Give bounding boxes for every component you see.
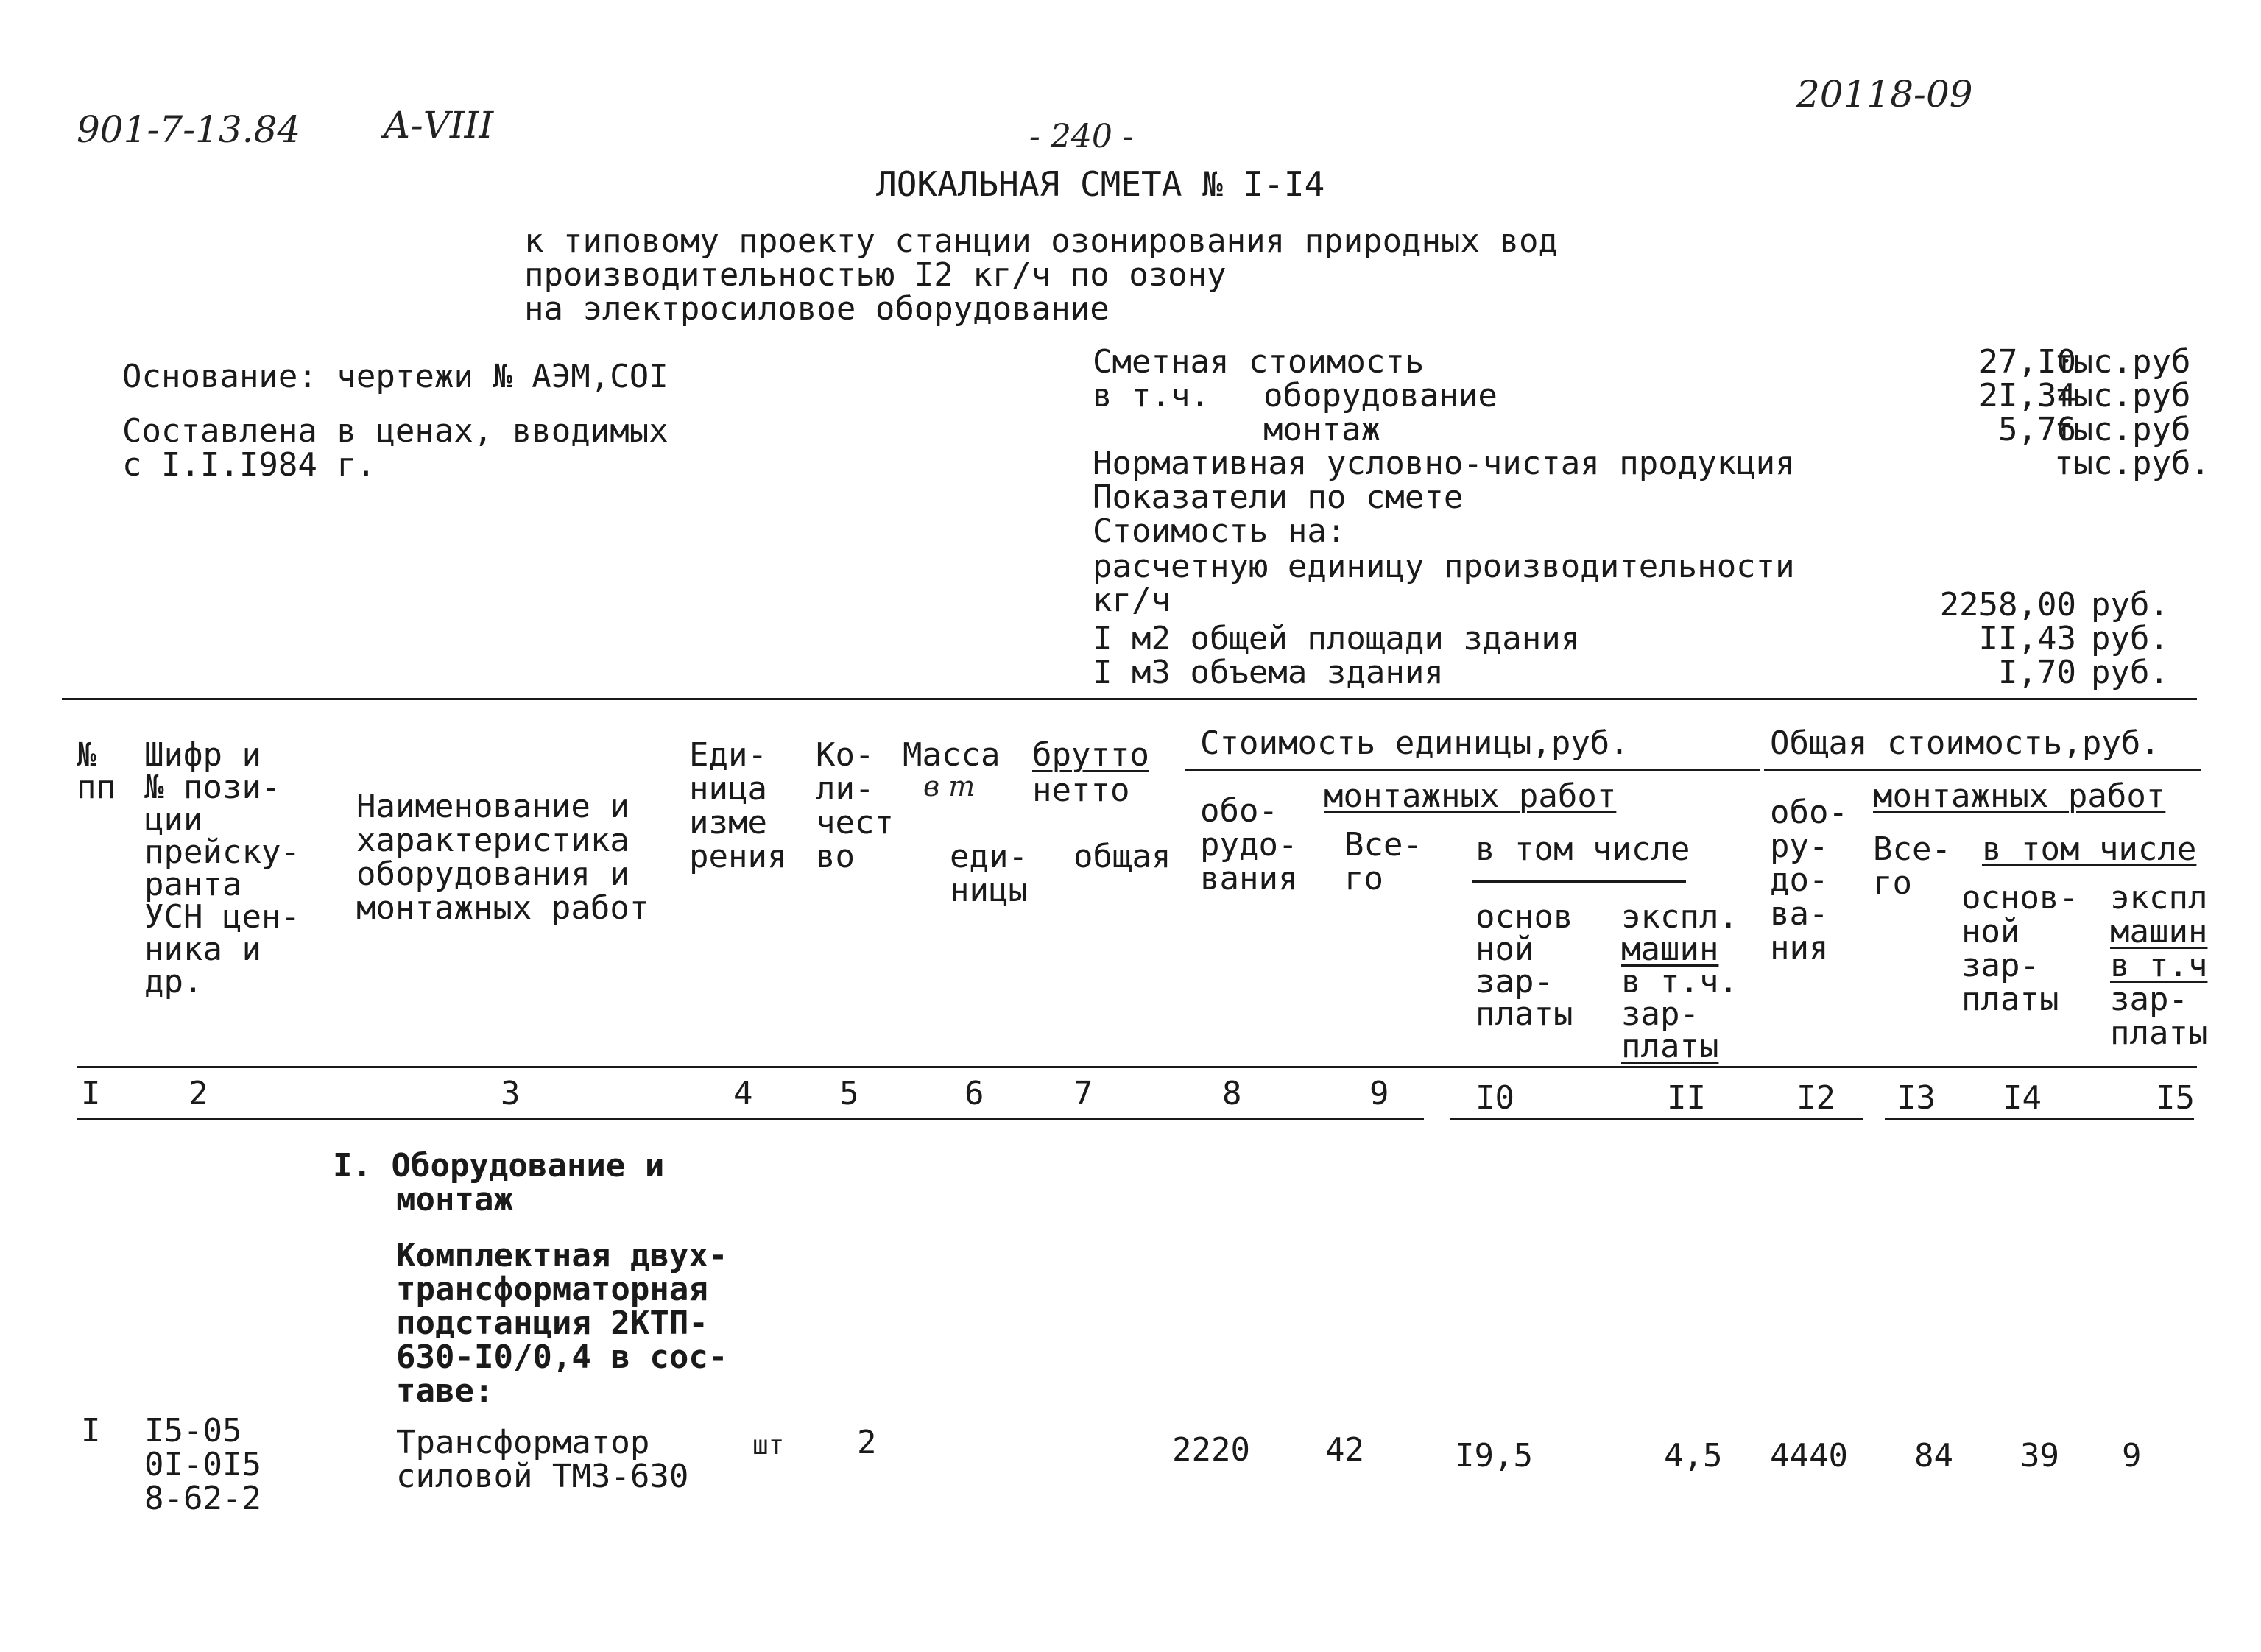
- basis-date: с I.I.I984 г.: [122, 446, 376, 484]
- basis-prices: Составлена в ценах, вводимых: [122, 412, 669, 450]
- col-num-8: 8: [1222, 1075, 1242, 1112]
- hdr-incl-unit: в том числе: [1475, 830, 1690, 868]
- hdr-equip-2: рудо-: [1200, 826, 1298, 864]
- hdr-qty-2: ли-: [816, 770, 875, 808]
- row-name-2: силовой ТМЗ-630: [396, 1458, 689, 1495]
- hdr-code-7: ника и: [144, 931, 261, 968]
- col-num-11: II: [1667, 1079, 1706, 1117]
- page-number: - 240 -: [1029, 118, 1134, 155]
- row-code-3: 8-62-2: [144, 1480, 261, 1517]
- hdr-wage-total-1: основ-: [1961, 879, 2078, 917]
- hdr-total-equip-3: до-: [1770, 861, 1829, 899]
- hdr-total-equip-1: обо-: [1770, 794, 1848, 831]
- col-num-14: I4: [2003, 1079, 2042, 1117]
- per-unit-value: 2258,00: [1939, 586, 2076, 624]
- document-code: 901-7-13.84: [77, 108, 301, 151]
- col-num-9: 9: [1369, 1075, 1389, 1112]
- group-line-4: 630-I0/0,4 в сос-: [396, 1338, 728, 1376]
- hdr-code-1: Шифр и: [144, 736, 261, 774]
- hdr-qty-3: чест: [816, 804, 894, 841]
- col-num-15: I5: [2156, 1079, 2195, 1117]
- subtitle-line-3: на электросиловое оборудование: [524, 290, 1110, 328]
- colnum-rule-a: [77, 1118, 1424, 1120]
- header-bottom-rule: [77, 1066, 2197, 1068]
- hdr-unit-1: Еди-: [689, 736, 767, 774]
- subtitle-line-1: к типовому проекту станции озонирования природных вод: [524, 222, 1558, 260]
- hdr-mach-total-2: машин: [2110, 913, 2208, 950]
- per-unit-sub: кг/ч: [1093, 582, 1171, 619]
- hdr-incl-total: в том числе: [1982, 830, 2197, 868]
- row-unit-equip: 2220: [1172, 1431, 1250, 1469]
- unit-cost-rule: [1185, 769, 1760, 771]
- hdr-mach-unit-5: платы: [1621, 1028, 1719, 1065]
- equipment-unit: тыс.руб: [2054, 377, 2191, 414]
- including-label: в т.ч.: [1093, 377, 1210, 414]
- hdr-netto: нетто: [1032, 772, 1130, 809]
- row-unit-wage: I9,5: [1455, 1437, 1533, 1475]
- hdr-mass-total: общая: [1073, 838, 1171, 875]
- hdr-name-2: характеристика: [356, 822, 629, 859]
- per-unit-rub: руб.: [2091, 586, 2169, 624]
- hdr-brutto: брутто: [1032, 736, 1149, 774]
- indicators-label: Показатели по смете: [1093, 479, 1464, 516]
- hdr-code-4: прейску-: [144, 833, 300, 871]
- subtitle-line-2: производительностью I2 кг/ч по озону: [524, 256, 1227, 294]
- table-top-rule: [62, 698, 2197, 700]
- hdr-mach-total-1: экспл: [2110, 879, 2208, 917]
- hdr-num-2: пп: [77, 769, 116, 806]
- row-unit: шт: [752, 1430, 785, 1461]
- colnum-rule-b: [1450, 1118, 1863, 1120]
- hdr-wage-total-4: платы: [1961, 981, 2059, 1018]
- colnum-rule-c: [1885, 1118, 2194, 1120]
- group-line-5: таве:: [396, 1372, 494, 1410]
- hdr-unit-cost-group: Стоимость единицы,руб.: [1200, 724, 1629, 762]
- document-title: ЛОКАЛЬНАЯ СМЕТА № I-I4: [876, 164, 1325, 204]
- col-num-1: I: [81, 1075, 101, 1112]
- hdr-total-equip-2: ру-: [1770, 827, 1829, 865]
- col-num-13: I3: [1897, 1079, 1936, 1117]
- total-cost-rule: [1764, 769, 2201, 771]
- col-num-5: 5: [839, 1075, 859, 1112]
- hdr-mach-unit-4: зар-: [1621, 995, 1699, 1033]
- hdr-total-unit-1: Все-: [1344, 826, 1422, 864]
- incl-unit-rule: [1472, 880, 1686, 883]
- per-m3-rub: руб.: [2091, 654, 2169, 691]
- hdr-name-4: монтажных работ: [356, 889, 649, 927]
- hdr-code-6: УСН цен-: [144, 898, 300, 936]
- inventory-number: 20118-09: [1796, 73, 1973, 116]
- col-num-10: I0: [1475, 1079, 1514, 1117]
- col-num-12: I2: [1796, 1079, 1835, 1117]
- hdr-num-1: №: [77, 736, 96, 774]
- per-m3-value: I,70: [1998, 654, 2076, 691]
- hdr-qty-4: во: [816, 838, 855, 875]
- hdr-install-works-unit: монтажных работ: [1324, 777, 1617, 815]
- install-label: монтаж: [1263, 411, 1380, 448]
- hdr-code-2: № пози-: [144, 769, 281, 806]
- hdr-mach-total-5: платы: [2110, 1014, 2208, 1052]
- hdr-wage-total-3: зар-: [1961, 947, 2039, 984]
- install-unit: тыс.руб: [2054, 411, 2191, 448]
- hdr-total-equip-4: ва-: [1770, 895, 1829, 933]
- hdr-wage-unit-1: основ: [1475, 898, 1573, 936]
- row-code-2: 0I-0I5: [144, 1446, 261, 1483]
- row-qty: 2: [857, 1424, 877, 1461]
- hdr-total-equip-5: ния: [1770, 929, 1829, 967]
- group-line-1: Комплектная двух-: [396, 1237, 728, 1274]
- row-unit-mach: 4,5: [1664, 1437, 1723, 1475]
- row-num: I: [81, 1412, 101, 1450]
- album-mark: А-VIII: [383, 104, 494, 147]
- hdr-equip-3: вания: [1200, 860, 1298, 897]
- hdr-total-all-2: го: [1873, 864, 1912, 902]
- col-num-6: 6: [964, 1075, 984, 1112]
- hdr-unit-3: изме: [689, 804, 767, 841]
- group-line-3: подстанция 2КТП-: [396, 1305, 708, 1342]
- hdr-mach-unit-3: в т.ч.: [1621, 963, 1738, 1000]
- estimate-value: 27,I0: [1978, 343, 2076, 381]
- col-num-4: 4: [733, 1075, 753, 1112]
- hdr-wage-unit-3: зар-: [1475, 963, 1553, 1000]
- normative-unit: тыс.руб.: [2054, 445, 2210, 482]
- hdr-total-cost-group: Общая стоимость,руб.: [1770, 724, 2160, 762]
- basis-drawings: Основание: чертежи № АЭМ,СОI: [122, 358, 669, 395]
- section-title-1: I. Оборудование и: [333, 1147, 665, 1185]
- hdr-mach-unit-2: машин: [1621, 931, 1719, 968]
- hdr-install-works-total: монтажных работ: [1873, 777, 2166, 815]
- hdr-code-3: ции: [144, 801, 203, 839]
- hdr-mass-unit-2: ницы: [950, 872, 1028, 909]
- hdr-mass-unit-1: еди-: [950, 838, 1028, 875]
- row-unit-total: 42: [1325, 1431, 1364, 1469]
- hdr-total-all-1: Все-: [1873, 830, 1951, 868]
- per-m3-label: I м3 объема здания: [1093, 654, 1444, 691]
- normative-label: Нормативная условно-чистая продукция: [1093, 445, 1795, 482]
- hdr-wage-unit-2: ной: [1475, 931, 1534, 968]
- hdr-wage-unit-4: платы: [1475, 995, 1573, 1033]
- row-total-mach: 9: [2122, 1437, 2142, 1475]
- hdr-code-8: др.: [144, 963, 203, 1000]
- hdr-equip-1: обо-: [1200, 792, 1278, 830]
- row-total-equip: 4440: [1770, 1437, 1848, 1475]
- hdr-name-3: оборудования и: [356, 855, 629, 893]
- hdr-mach-unit-1: экспл.: [1621, 898, 1738, 936]
- estimate-label: Сметная стоимость: [1093, 343, 1425, 381]
- hdr-name-1: Наименование и: [356, 788, 629, 825]
- per-m2-value: II,43: [1978, 620, 2076, 657]
- section-title-2: монтаж: [396, 1181, 513, 1218]
- per-m2-rub: руб.: [2091, 620, 2169, 657]
- equipment-label: оборудование: [1263, 377, 1498, 414]
- group-line-2: трансформаторная: [396, 1271, 708, 1308]
- col-num-2: 2: [188, 1075, 208, 1112]
- hdr-qty-1: Ко-: [816, 736, 875, 774]
- hdr-mach-total-4: зар-: [2110, 981, 2188, 1018]
- col-num-3: 3: [501, 1075, 521, 1112]
- col-num-7: 7: [1073, 1075, 1093, 1112]
- cost-on-label: Стоимость на:: [1093, 512, 1347, 550]
- hdr-unit-4: рения: [689, 838, 787, 875]
- row-total-wage: 39: [2020, 1437, 2059, 1475]
- hdr-mass: Масса: [903, 736, 1001, 774]
- per-m2-label: I м2 общей площади здания: [1093, 620, 1581, 657]
- hdr-code-5: ранта: [144, 866, 242, 903]
- row-total-total: 84: [1914, 1437, 1953, 1475]
- install-value: 5,76: [1998, 411, 2076, 448]
- hdr-mass-unit: в т: [923, 770, 976, 802]
- hdr-unit-2: ница: [689, 770, 767, 808]
- row-code-1: I5-05: [144, 1412, 242, 1450]
- hdr-total-unit-2: го: [1344, 860, 1383, 897]
- row-name-1: Трансформатор: [396, 1424, 650, 1461]
- estimate-unit: тыс.руб: [2054, 343, 2191, 381]
- equipment-value: 2I,34: [1978, 377, 2076, 414]
- hdr-wage-total-2: ной: [1961, 913, 2020, 950]
- per-unit-label: расчетную единицу производительности: [1093, 548, 1795, 585]
- hdr-mach-total-3: в т.ч: [2110, 947, 2208, 984]
